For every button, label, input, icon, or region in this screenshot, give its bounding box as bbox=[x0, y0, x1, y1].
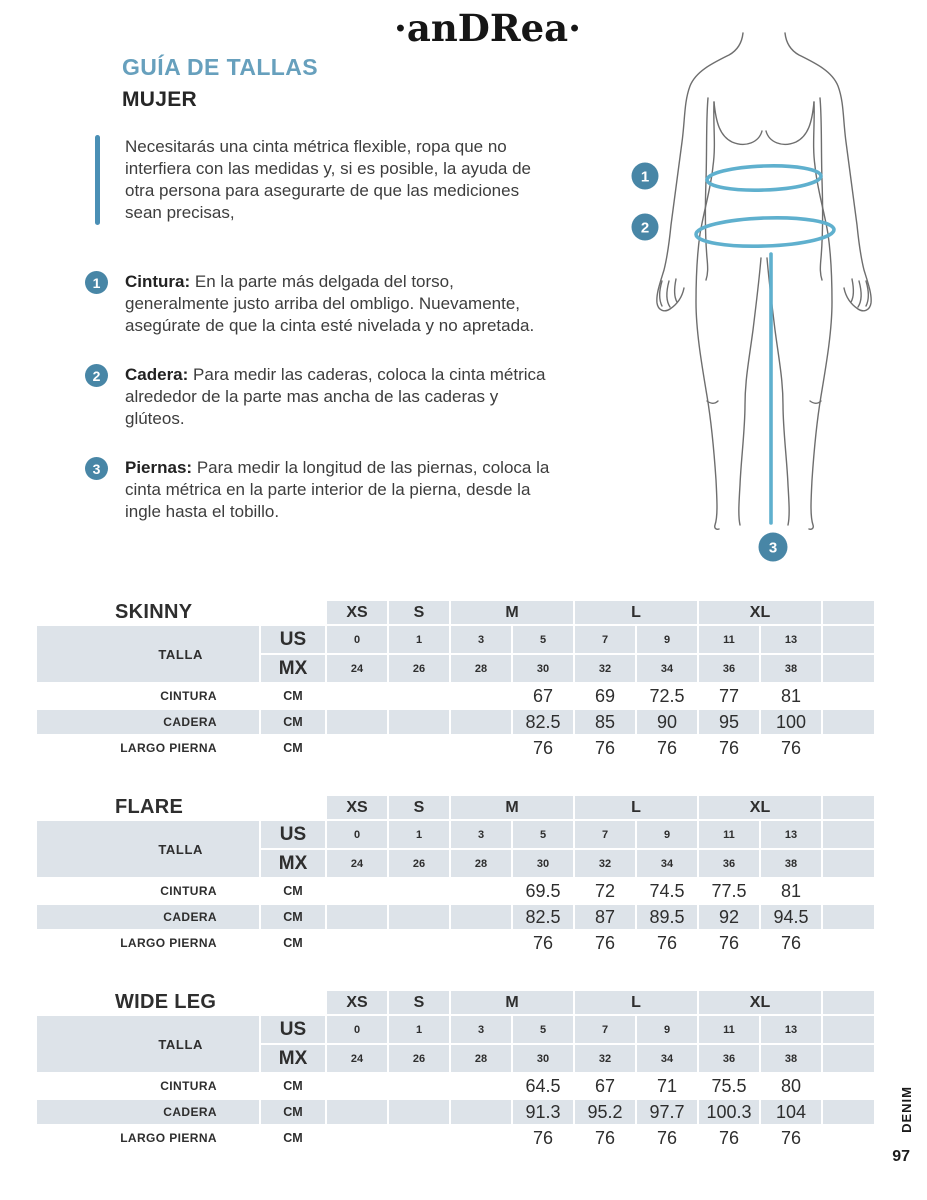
us-size-value: 13 bbox=[761, 626, 821, 653]
mx-size-value: 32 bbox=[575, 655, 635, 682]
step-badge: 2 bbox=[85, 364, 108, 387]
us-label: US bbox=[261, 626, 325, 653]
cintura-label: CINTURA bbox=[160, 884, 217, 898]
us-size-value: 9 bbox=[637, 626, 697, 653]
intro-text: Necesitarás una cinta métrica flexible, ropa que no interfiera con las medidas y, si es posible, la ayuda de otra persona para asegurarte de que las mediciones sean precisas, bbox=[125, 137, 532, 222]
filler-cell bbox=[823, 1045, 874, 1072]
largo-pierna-value bbox=[327, 931, 387, 955]
largo-pierna-value bbox=[451, 931, 511, 955]
cintura-value bbox=[451, 684, 511, 708]
us-size-value: 0 bbox=[327, 1016, 387, 1043]
mx-size-value: 36 bbox=[699, 850, 759, 877]
largo-pierna-label: LARGO PIERNA bbox=[120, 936, 217, 950]
size-header-xl: XL bbox=[699, 991, 821, 1014]
largo-pierna-value: 76 bbox=[656, 932, 678, 953]
size-table-skinny bbox=[35, 599, 876, 762]
mx-size-value: 24 bbox=[327, 850, 387, 877]
mx-size-value: 36 bbox=[699, 655, 759, 682]
filler-cell bbox=[823, 850, 874, 877]
cadera-value: 94.5 bbox=[761, 905, 821, 929]
cm-label: CM bbox=[283, 741, 303, 755]
cintura-value: 69 bbox=[594, 685, 616, 706]
table-title: SKINNY bbox=[115, 601, 193, 623]
mx-size-value: 24 bbox=[327, 655, 387, 682]
us-label: US bbox=[261, 821, 325, 848]
figure-markers bbox=[632, 163, 788, 562]
cadera-value: 82.5 bbox=[513, 905, 573, 929]
step-body: Para medir las caderas, coloca la cinta métrica alrededor de la parte mas ancha de las caderas y glúteos. bbox=[125, 365, 546, 428]
size-table-wide-leg bbox=[35, 989, 876, 1152]
largo-pierna-value: 76 bbox=[656, 737, 678, 758]
step-body: Para medir la longitud de las piernas, coloca la cinta métrica en la parte interior de la pierna, desde la ingle hasta el tobillo. bbox=[125, 458, 550, 521]
largo-pierna-value: 76 bbox=[594, 1127, 616, 1148]
size-header-xs: XS bbox=[327, 796, 387, 819]
step-title: Cintura: bbox=[125, 272, 191, 291]
intro-block bbox=[95, 135, 600, 225]
left-column bbox=[0, 54, 600, 523]
cadera-value: 95 bbox=[699, 710, 759, 734]
cm-label: CM bbox=[261, 710, 325, 734]
step-body: En la parte más delgada del torso, generalmente justo arriba del ombligo. Nuevamente, asegúrate de que la cinta esté nivelada y no apretada. bbox=[125, 272, 535, 335]
filler-cell bbox=[823, 1126, 874, 1150]
largo-pierna-value: 76 bbox=[718, 737, 740, 758]
cadera-value bbox=[327, 1100, 387, 1124]
us-size-value: 3 bbox=[451, 821, 511, 848]
filler-cell bbox=[823, 601, 874, 624]
filler-cell bbox=[823, 821, 874, 848]
mx-size-value: 30 bbox=[513, 850, 573, 877]
cintura-value: 81 bbox=[780, 685, 802, 706]
size-header-s: S bbox=[389, 601, 449, 624]
body-outline bbox=[657, 33, 871, 529]
mx-size-value: 36 bbox=[699, 1045, 759, 1072]
table-title: FLARE bbox=[115, 796, 184, 818]
filler-cell bbox=[823, 1100, 874, 1124]
cadera-value bbox=[389, 1100, 449, 1124]
us-size-value: 9 bbox=[637, 821, 697, 848]
cadera-value bbox=[327, 710, 387, 734]
cintura-value bbox=[451, 1074, 511, 1098]
largo-pierna-value bbox=[327, 736, 387, 760]
mx-size-value: 34 bbox=[637, 1045, 697, 1072]
step-title: Cadera: bbox=[125, 365, 189, 384]
us-size-value: 3 bbox=[451, 1016, 511, 1043]
us-size-value: 1 bbox=[389, 626, 449, 653]
step-text bbox=[125, 364, 553, 430]
largo-pierna-value bbox=[451, 1126, 511, 1150]
cintura-value bbox=[327, 879, 387, 903]
size-header-xs: XS bbox=[327, 991, 387, 1014]
step-item-cadera bbox=[85, 364, 600, 430]
largo-pierna-value: 76 bbox=[780, 932, 802, 953]
cintura-value: 81 bbox=[780, 880, 802, 901]
us-size-value: 13 bbox=[761, 1016, 821, 1043]
cintura-value: 69.5 bbox=[525, 880, 561, 901]
us-size-value: 3 bbox=[451, 626, 511, 653]
us-size-value: 13 bbox=[761, 821, 821, 848]
filler-cell bbox=[823, 684, 874, 708]
us-size-value: 11 bbox=[699, 1016, 759, 1043]
largo-pierna-value: 76 bbox=[780, 737, 802, 758]
cm-label: CM bbox=[261, 905, 325, 929]
cintura-value: 71 bbox=[656, 1075, 678, 1096]
figure-marker-2: 2 bbox=[640, 219, 650, 237]
largo-pierna-value: 76 bbox=[532, 737, 554, 758]
largo-pierna-value bbox=[389, 736, 449, 760]
cintura-value bbox=[389, 1074, 449, 1098]
talla-label: TALLA bbox=[37, 1016, 259, 1072]
denim-side-label: DENIM bbox=[899, 1086, 914, 1133]
cm-label: CM bbox=[283, 1131, 303, 1145]
page-number: 97 bbox=[892, 1148, 910, 1165]
us-size-value: 1 bbox=[389, 821, 449, 848]
intro-accent-bar bbox=[95, 135, 100, 225]
mx-size-value: 30 bbox=[513, 1045, 573, 1072]
cadera-value: 104 bbox=[761, 1100, 821, 1124]
step-badge: 3 bbox=[85, 457, 108, 480]
cintura-value: 80 bbox=[780, 1075, 802, 1096]
brand-logo: ·anDRea· bbox=[394, 6, 581, 50]
cadera-value: 91.3 bbox=[513, 1100, 573, 1124]
largo-pierna-label: LARGO PIERNA bbox=[120, 741, 217, 755]
mx-size-value: 28 bbox=[451, 850, 511, 877]
cm-label: CM bbox=[283, 1079, 303, 1093]
largo-pierna-value: 76 bbox=[656, 1127, 678, 1148]
size-header-xl: XL bbox=[699, 601, 821, 624]
cintura-value: 77.5 bbox=[711, 880, 747, 901]
cintura-value: 72.5 bbox=[649, 685, 685, 706]
us-size-value: 5 bbox=[513, 1016, 573, 1043]
size-header-xs: XS bbox=[327, 601, 387, 624]
mx-size-value: 26 bbox=[389, 1045, 449, 1072]
cadera-label: CADERA bbox=[37, 1100, 259, 1124]
page-subtitle: MUJER bbox=[122, 88, 198, 111]
step-badge: 1 bbox=[85, 271, 108, 294]
mx-size-value: 38 bbox=[761, 655, 821, 682]
largo-pierna-value bbox=[389, 931, 449, 955]
cm-label: CM bbox=[283, 689, 303, 703]
cadera-value bbox=[389, 905, 449, 929]
cadera-value: 97.7 bbox=[637, 1100, 697, 1124]
largo-pierna-value: 76 bbox=[594, 932, 616, 953]
cadera-value: 92 bbox=[699, 905, 759, 929]
page-title: GUÍA DE TALLAS bbox=[122, 54, 318, 80]
us-size-value: 11 bbox=[699, 821, 759, 848]
mx-size-value: 30 bbox=[513, 655, 573, 682]
mx-size-value: 24 bbox=[327, 1045, 387, 1072]
cintura-value: 75.5 bbox=[711, 1075, 747, 1096]
us-size-value: 0 bbox=[327, 821, 387, 848]
largo-pierna-value bbox=[327, 1126, 387, 1150]
cadera-value: 82.5 bbox=[513, 710, 573, 734]
cadera-value bbox=[389, 710, 449, 734]
us-size-value: 5 bbox=[513, 821, 573, 848]
us-label: US bbox=[261, 1016, 325, 1043]
us-size-value: 9 bbox=[637, 1016, 697, 1043]
cadera-value: 100 bbox=[761, 710, 821, 734]
size-header-m: M bbox=[451, 991, 573, 1014]
cintura-value bbox=[389, 684, 449, 708]
filler-cell bbox=[823, 626, 874, 653]
size-header-s: S bbox=[389, 991, 449, 1014]
filler-cell bbox=[823, 879, 874, 903]
largo-pierna-value: 76 bbox=[718, 932, 740, 953]
step-text bbox=[125, 271, 553, 337]
largo-pierna-value: 76 bbox=[594, 737, 616, 758]
largo-pierna-value: 76 bbox=[780, 1127, 802, 1148]
filler-cell bbox=[823, 736, 874, 760]
us-size-value: 7 bbox=[575, 626, 635, 653]
size-header-m: M bbox=[451, 601, 573, 624]
cintura-value bbox=[327, 684, 387, 708]
mx-size-value: 26 bbox=[389, 850, 449, 877]
us-size-value: 0 bbox=[327, 626, 387, 653]
cintura-value bbox=[451, 879, 511, 903]
mx-size-value: 28 bbox=[451, 1045, 511, 1072]
body-figure-svg bbox=[612, 20, 912, 586]
figure-marker-1: 1 bbox=[640, 168, 650, 186]
cadera-value: 100.3 bbox=[699, 1100, 759, 1124]
step-item-piernas bbox=[85, 457, 600, 523]
size-header-m: M bbox=[451, 796, 573, 819]
mx-label: MX bbox=[261, 850, 325, 877]
body-figure bbox=[612, 20, 912, 586]
us-size-value: 7 bbox=[575, 821, 635, 848]
mx-size-value: 32 bbox=[575, 1045, 635, 1072]
cintura-label: CINTURA bbox=[160, 689, 217, 703]
cintura-value: 64.5 bbox=[525, 1075, 561, 1096]
step-title: Piernas: bbox=[125, 458, 193, 477]
largo-pierna-value bbox=[389, 1126, 449, 1150]
figure-marker-3: 3 bbox=[768, 539, 778, 557]
step-text bbox=[125, 457, 553, 523]
cadera-value: 89.5 bbox=[637, 905, 697, 929]
cadera-label: CADERA bbox=[37, 905, 259, 929]
mx-size-value: 34 bbox=[637, 655, 697, 682]
filler-cell bbox=[823, 931, 874, 955]
size-header-l: L bbox=[575, 991, 697, 1014]
mx-size-value: 38 bbox=[761, 1045, 821, 1072]
table-title: WIDE LEG bbox=[115, 991, 217, 1013]
size-table-flare bbox=[35, 794, 876, 957]
us-size-value: 7 bbox=[575, 1016, 635, 1043]
cintura-value bbox=[327, 1074, 387, 1098]
cintura-value: 77 bbox=[718, 685, 740, 706]
cadera-label: CADERA bbox=[37, 710, 259, 734]
cadera-value bbox=[327, 905, 387, 929]
largo-pierna-value bbox=[451, 736, 511, 760]
largo-pierna-value: 76 bbox=[532, 1127, 554, 1148]
us-size-value: 11 bbox=[699, 626, 759, 653]
cintura-value: 72 bbox=[594, 880, 616, 901]
filler-cell bbox=[823, 710, 874, 734]
size-header-l: L bbox=[575, 796, 697, 819]
mx-label: MX bbox=[261, 1045, 325, 1072]
filler-cell bbox=[823, 796, 874, 819]
talla-label: TALLA bbox=[37, 821, 259, 877]
cadera-value: 95.2 bbox=[575, 1100, 635, 1124]
mx-size-value: 26 bbox=[389, 655, 449, 682]
cintura-value bbox=[389, 879, 449, 903]
size-header-l: L bbox=[575, 601, 697, 624]
cadera-value bbox=[451, 710, 511, 734]
filler-cell bbox=[823, 1074, 874, 1098]
mx-size-value: 34 bbox=[637, 850, 697, 877]
step-item-cintura bbox=[85, 271, 600, 337]
cadera-value: 90 bbox=[637, 710, 697, 734]
cadera-value: 85 bbox=[575, 710, 635, 734]
filler-cell bbox=[823, 905, 874, 929]
us-size-value: 1 bbox=[389, 1016, 449, 1043]
measurement-steps bbox=[85, 271, 600, 523]
measure-tapes bbox=[696, 164, 835, 523]
mx-size-value: 28 bbox=[451, 655, 511, 682]
cadera-value bbox=[451, 1100, 511, 1124]
hip-tape-ellipse bbox=[696, 216, 835, 249]
cintura-value: 74.5 bbox=[649, 880, 685, 901]
filler-cell bbox=[823, 991, 874, 1014]
cm-label: CM bbox=[283, 936, 303, 950]
cintura-label: CINTURA bbox=[160, 1079, 217, 1093]
size-header-xl: XL bbox=[699, 796, 821, 819]
us-size-value: 5 bbox=[513, 626, 573, 653]
cm-label: CM bbox=[261, 1100, 325, 1124]
mx-label: MX bbox=[261, 655, 325, 682]
waist-tape-ellipse bbox=[707, 164, 822, 192]
largo-pierna-label: LARGO PIERNA bbox=[120, 1131, 217, 1145]
largo-pierna-value: 76 bbox=[532, 932, 554, 953]
cintura-value: 67 bbox=[532, 685, 554, 706]
cintura-value: 67 bbox=[594, 1075, 616, 1096]
cadera-value: 87 bbox=[575, 905, 635, 929]
cm-label: CM bbox=[283, 884, 303, 898]
talla-label: TALLA bbox=[37, 626, 259, 682]
largo-pierna-value: 76 bbox=[718, 1127, 740, 1148]
mx-size-value: 32 bbox=[575, 850, 635, 877]
filler-cell bbox=[823, 1016, 874, 1043]
filler-cell bbox=[823, 655, 874, 682]
size-tables bbox=[35, 599, 876, 1152]
mx-size-value: 38 bbox=[761, 850, 821, 877]
cadera-value bbox=[451, 905, 511, 929]
size-header-s: S bbox=[389, 796, 449, 819]
